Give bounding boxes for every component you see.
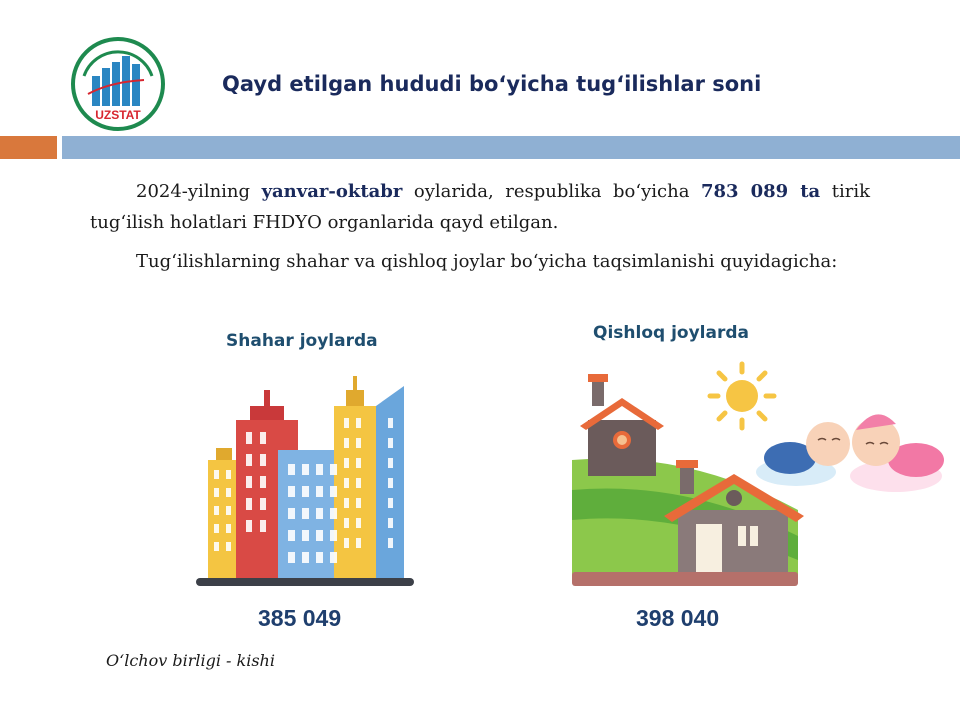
unit-note: O‘lchov birligi - kishi: [106, 651, 275, 670]
paragraph-2: Tug‘ilishlarning shahar va qishloq joylar bo‘yicha taqsimlanishi quyidagicha:: [136, 251, 838, 272]
paragraph-1: [90, 176, 870, 238]
babies-icon: [756, 414, 944, 492]
rural-label: Qishloq joylarda: [593, 323, 750, 343]
urban-label: Shahar joylarda: [226, 331, 378, 351]
city-buildings-icon: [190, 370, 420, 592]
p1-middle: oylarida, respublika bo‘yicha: [402, 181, 701, 202]
uzstat-logo: [70, 36, 166, 132]
p1-prefix: 2024-yilning: [136, 181, 262, 202]
village-houses-icon: [566, 360, 952, 592]
accent-bar-blue: [62, 136, 960, 159]
page-title: Qayd etilgan hududi bo‘yicha tug‘ilishlar soni: [222, 72, 762, 96]
logo-text: UZSTAT: [95, 108, 141, 122]
p1-suffix: tirik tug‘ilish holatlari FHDYO organlarida qayd etilgan.: [90, 181, 870, 233]
accent-bar-orange: [0, 136, 57, 159]
intro-text: [90, 176, 870, 285]
urban-value: 385 049: [258, 605, 342, 631]
p1-period: yanvar-oktabr: [261, 181, 403, 202]
p1-total: 783 089 ta: [700, 181, 821, 202]
sun-icon: [710, 364, 774, 428]
rural-value: 398 040: [636, 605, 720, 631]
